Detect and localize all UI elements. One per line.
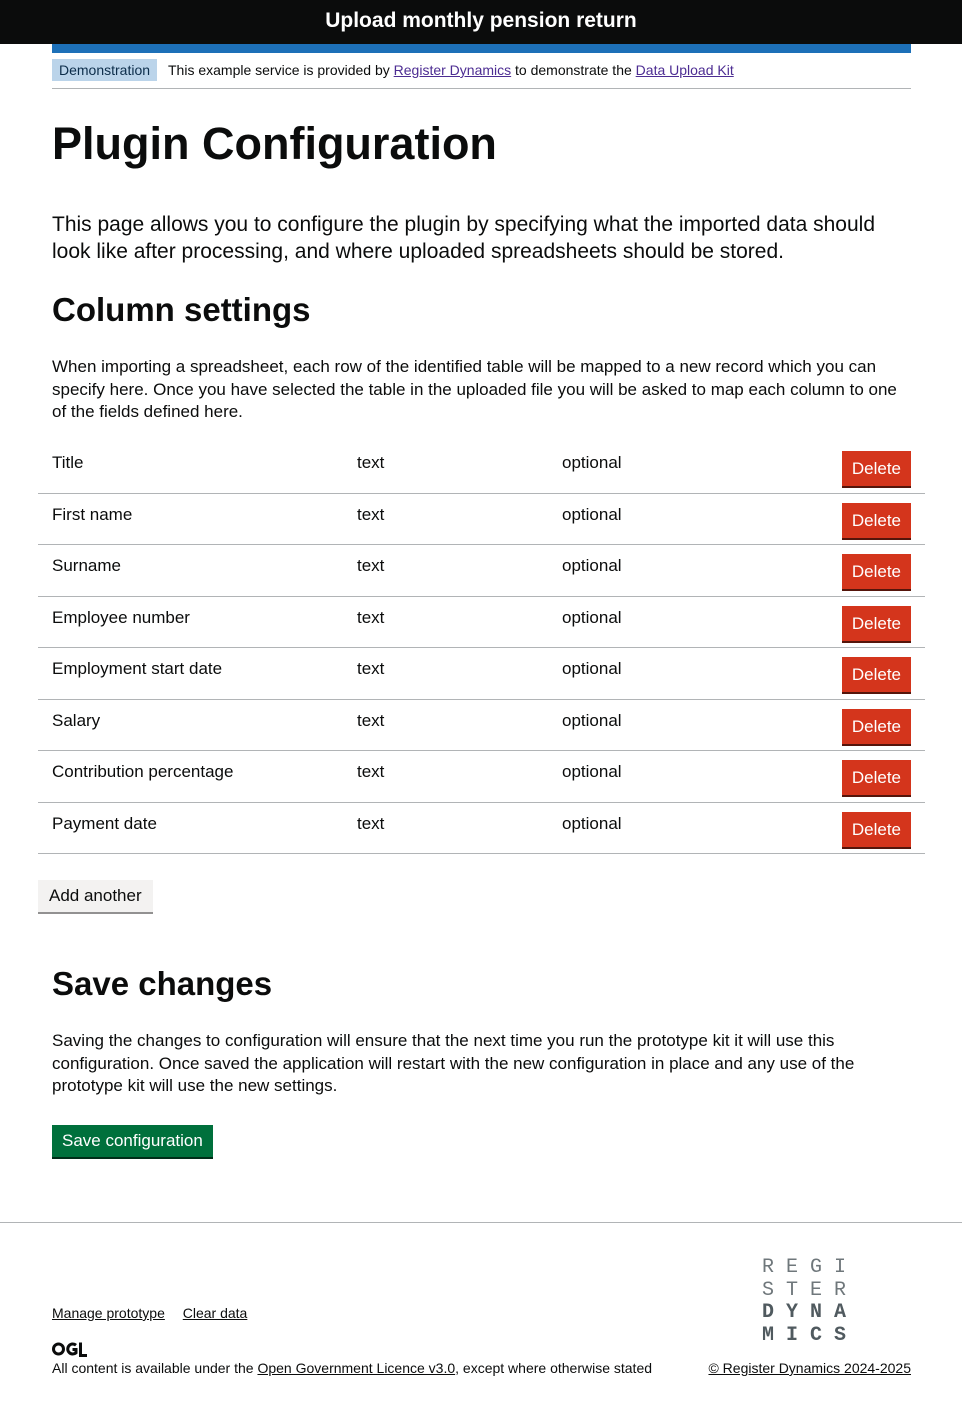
table-row [38,597,925,649]
column-name: Employee number [52,607,190,627]
column-required: optional [562,813,622,833]
logo-letter: I [834,1256,847,1279]
delete-button[interactable]: Delete [842,554,911,589]
column-name: Title [52,453,84,472]
logo-letter: A [834,1301,847,1324]
logo-letter: C [810,1323,823,1347]
column-type: text [357,813,385,833]
column-required: optional [562,556,622,575]
page-title: Plugin Configuration [52,118,497,169]
save-changes-description: Saving the changes to configuration will ensure that the next time you run the prototype kit it will use this configuration. Once saved the application will restart with the new configuration in place and any use of the prototype kit will use the new settings. [52,1031,855,1095]
copyright [708,1360,911,1376]
column-type: text [357,453,385,472]
licence-text [52,1360,652,1376]
column-name: Salary [52,710,101,730]
logo-letter: R [834,1278,847,1302]
delete-button[interactable]: Delete [842,657,911,692]
column-settings-heading: Column settings [52,291,311,328]
table-row [38,494,925,546]
copyright-link[interactable]: © Register Dynamics 2024-2025 [708,1360,911,1376]
data-upload-kit-link[interactable]: Data Upload Kit [635,62,734,78]
phase-banner-text [168,59,734,81]
column-required: optional [562,710,622,730]
column-type: text [357,762,385,781]
logo-letter: N [810,1301,823,1324]
logo-letter: S [834,1323,847,1347]
table-row [38,803,925,855]
column-name: Payment date [52,813,157,833]
save-changes-heading: Save changes [52,965,273,1002]
register-dynamics-logo [762,1257,858,1347]
manage-prototype-link[interactable]: Manage prototype [52,1305,165,1321]
register-dynamics-link[interactable]: Register Dynamics [393,62,512,78]
delete-button[interactable]: Delete [842,606,911,641]
table-row [38,545,925,597]
column-type: text [357,504,385,524]
delete-button[interactable]: Delete [842,760,911,795]
column-type: text [357,607,385,627]
save-configuration-button[interactable]: Save configuration [52,1125,213,1157]
column-required: optional [562,659,622,678]
footer [0,1222,962,1421]
table-row [38,751,925,803]
phase-tag: Demonstration [52,59,157,81]
table-row [38,648,925,700]
logo-letter: S [762,1278,775,1302]
header-accent-bar [52,44,911,53]
logo-letter: I [786,1323,799,1347]
footer-links [52,1305,261,1321]
column-required: optional [562,607,622,627]
licence-after: , except where otherwise stated [455,1360,653,1376]
table-row [38,442,925,494]
logo-letter: T [786,1278,799,1302]
delete-button[interactable]: Delete [842,503,911,538]
delete-button[interactable]: Delete [842,812,911,847]
ogl-logo-icon [52,1341,88,1357]
phase-text-before: This example service is provided by [168,62,394,78]
table-row [38,700,925,752]
delete-button[interactable]: Delete [842,709,911,744]
column-required: optional [562,453,622,472]
phase-text-middle: to demonstrate the [511,62,636,78]
logo-row [762,1325,858,1348]
logo-row [762,1280,858,1303]
logo-letter: E [810,1278,823,1302]
column-type: text [357,659,385,678]
column-name: Contribution percentage [52,762,234,781]
clear-data-link[interactable]: Clear data [182,1305,248,1321]
delete-button[interactable]: Delete [842,451,911,486]
column-settings-table [38,442,925,854]
add-another-button[interactable]: Add another [38,880,153,912]
logo-letter: E [786,1256,799,1279]
ogl-licence-link[interactable]: Open Government Licence v3.0 [257,1360,456,1376]
logo-row [762,1302,858,1325]
service-header [0,0,962,44]
logo-letter: D [762,1301,775,1324]
logo-letter: R [762,1256,775,1279]
page-lead: This page allows you to configure the plugin by specifying what the imported data should look like after processing, and where uploaded spreadsheets should be stored. [52,213,875,263]
logo-letter: Y [786,1301,799,1324]
logo-letter: G [810,1256,823,1279]
logo-letter: M [762,1323,775,1347]
column-name: Surname [52,556,121,575]
column-type: text [357,710,385,730]
column-name: Employment start date [52,659,223,678]
service-name[interactable]: Upload monthly pension return [325,9,637,32]
column-settings-description: When importing a spreadsheet, each row of the identified table will be mapped to a new record which you can specify here. Once you have selected the table in the uploaded file you will be asked to map each column to one of the fields defined here. [52,357,897,421]
column-required: optional [562,762,622,781]
phase-banner [52,59,911,89]
column-type: text [357,556,385,575]
logo-row [762,1257,858,1280]
column-required: optional [562,504,622,524]
licence-before: All content is available under the [52,1360,258,1376]
column-name: First name [52,504,133,524]
